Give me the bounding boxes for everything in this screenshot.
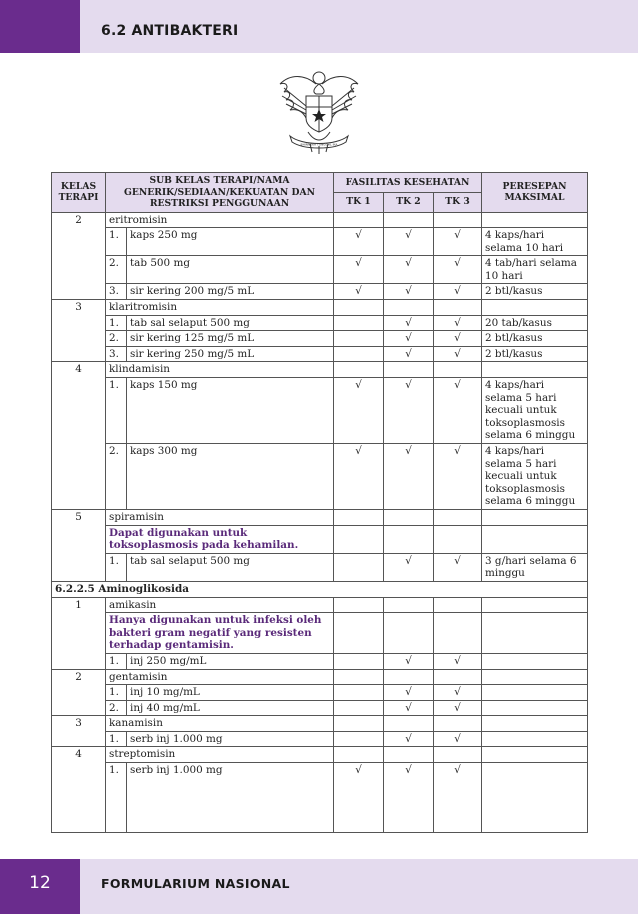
item-number: 2. xyxy=(106,331,127,347)
item-text: kaps 150 mg xyxy=(127,378,334,444)
max-prescription: 20 tab/kasus xyxy=(482,315,588,331)
item-text: serb inj 1.000 mg xyxy=(127,763,334,833)
check-tk1: √ xyxy=(334,228,384,256)
item-text: inj 250 mg/mL xyxy=(127,653,334,669)
group-row xyxy=(52,716,588,732)
group-row xyxy=(52,362,588,378)
check-tk2: √ xyxy=(384,700,434,716)
table-row xyxy=(52,284,588,300)
drug-name: klaritromisin xyxy=(106,300,334,316)
table-row xyxy=(52,653,588,669)
group-row xyxy=(52,509,588,525)
restriction-note: Hanya digunakan untuk infeksi oleh bakteri gram negatif yang resisten terhadap gentamisin. xyxy=(106,613,334,654)
col-tk3: TK 3 xyxy=(434,192,482,212)
check-tk2: √ xyxy=(384,284,434,300)
garuda-emblem-logo xyxy=(276,66,362,154)
drug-name: eritromisin xyxy=(106,212,334,228)
table-row xyxy=(52,553,588,581)
kelas-number: 3 xyxy=(52,716,106,747)
drug-name: amikasin xyxy=(106,597,334,613)
item-text: serb inj 1.000 mg xyxy=(127,731,334,747)
item-text: kaps 300 mg xyxy=(127,444,334,510)
check-tk3: √ xyxy=(434,763,482,833)
check-tk3: √ xyxy=(434,378,482,444)
check-tk3: √ xyxy=(434,256,482,284)
table-row xyxy=(52,256,588,284)
max-prescription: 3 g/hari selama 6 minggu xyxy=(482,553,588,581)
table-row xyxy=(52,685,588,701)
check-tk1: √ xyxy=(334,256,384,284)
col-kelas-terapi: KELAS TERAPI xyxy=(52,173,106,213)
max-prescription: 4 kaps/hari selama 10 hari xyxy=(482,228,588,256)
header-band xyxy=(0,0,638,53)
check-tk3: √ xyxy=(434,731,482,747)
item-text: tab sal selaput 500 mg xyxy=(127,315,334,331)
table-row xyxy=(52,731,588,747)
item-text: sir kering 200 mg/5 mL xyxy=(127,284,334,300)
max-prescription: 2 btl/kasus xyxy=(482,284,588,300)
kelas-number: 3 xyxy=(52,300,106,362)
check-tk2: √ xyxy=(384,731,434,747)
check-tk3: √ xyxy=(434,653,482,669)
section-title: 6.2 ANTIBAKTERI xyxy=(101,23,239,39)
check-tk2: √ xyxy=(384,685,434,701)
kelas-number: 2 xyxy=(52,669,106,716)
table-row xyxy=(52,444,588,510)
check-tk3: √ xyxy=(434,700,482,716)
check-tk3: √ xyxy=(434,444,482,510)
restriction-note: Dapat digunakan untuk toksoplasmosis pada kehamilan. xyxy=(106,525,334,553)
page-number: 12 xyxy=(29,873,51,893)
item-text: sir kering 250 mg/5 mL xyxy=(127,346,334,362)
item-number: 1. xyxy=(106,228,127,256)
kelas-number: 5 xyxy=(52,509,106,581)
table-row xyxy=(52,346,588,362)
item-number: 2. xyxy=(106,256,127,284)
item-number: 1. xyxy=(106,763,127,833)
table-row xyxy=(52,331,588,347)
check-tk2: √ xyxy=(384,331,434,347)
drug-name: streptomisin xyxy=(106,747,334,763)
drug-name: kanamisin xyxy=(106,716,334,732)
check-tk2: √ xyxy=(384,553,434,581)
item-text: sir kering 125 mg/5 mL xyxy=(127,331,334,347)
check-tk3: √ xyxy=(434,331,482,347)
kelas-number: 4 xyxy=(52,747,106,833)
col-peresepan: PERESEPAN MAKSIMAL xyxy=(482,173,588,213)
check-tk2: √ xyxy=(384,346,434,362)
item-number: 1. xyxy=(106,315,127,331)
kelas-number: 2 xyxy=(52,212,106,300)
col-sub-kelas: SUB KELAS TERAPI/NAMA GENERIK/SEDIAAN/KEKUATAN DAN RESTRIKSI PENGGUNAAN xyxy=(106,173,334,213)
group-row xyxy=(52,300,588,316)
table-row xyxy=(52,378,588,444)
check-tk1: √ xyxy=(334,444,384,510)
max-prescription: 4 kaps/hari selama 5 hari kecuali untuk toksoplasmosis selama 6 minggu xyxy=(482,444,588,510)
item-number: 1. xyxy=(106,731,127,747)
max-prescription: 2 btl/kasus xyxy=(482,346,588,362)
col-tk2: TK 2 xyxy=(384,192,434,212)
restriction-row xyxy=(52,613,588,654)
check-tk2: √ xyxy=(384,653,434,669)
item-text: tab sal selaput 500 mg xyxy=(127,553,334,581)
check-tk1: √ xyxy=(334,763,384,833)
max-prescription: 4 kaps/hari selama 5 hari kecuali untuk toksoplasmosis selama 6 minggu xyxy=(482,378,588,444)
check-tk2: √ xyxy=(384,763,434,833)
kelas-number: 1 xyxy=(52,597,106,669)
section-heading: 6.2.2.5 Aminoglikosida xyxy=(52,581,588,597)
group-row xyxy=(52,747,588,763)
formulary-table xyxy=(51,172,588,833)
table-row xyxy=(52,700,588,716)
kelas-number: 4 xyxy=(52,362,106,510)
restriction-row xyxy=(52,525,588,553)
max-prescription: 4 tab/hari selama 10 hari xyxy=(482,256,588,284)
header-tab xyxy=(0,0,80,53)
item-number: 1. xyxy=(106,653,127,669)
check-tk3: √ xyxy=(434,553,482,581)
check-tk3: √ xyxy=(434,228,482,256)
check-tk2: √ xyxy=(384,228,434,256)
check-tk3: √ xyxy=(434,685,482,701)
drug-name: klindamisin xyxy=(106,362,334,378)
group-row xyxy=(52,212,588,228)
item-text: inj 40 mg/mL xyxy=(127,700,334,716)
item-number: 2. xyxy=(106,444,127,510)
check-tk3: √ xyxy=(434,315,482,331)
max-prescription: 2 btl/kasus xyxy=(482,331,588,347)
item-number: 1. xyxy=(106,685,127,701)
item-number: 1. xyxy=(106,378,127,444)
check-tk2: √ xyxy=(384,378,434,444)
table-header-row xyxy=(52,173,588,193)
group-row xyxy=(52,669,588,685)
section-row xyxy=(52,581,588,597)
check-tk3: √ xyxy=(434,346,482,362)
drug-name: spiramisin xyxy=(106,509,334,525)
item-number: 1. xyxy=(106,553,127,581)
table-row xyxy=(52,763,588,833)
emblem-motto: BHINNEKA TUNGGAL IKA xyxy=(300,142,338,147)
check-tk2: √ xyxy=(384,444,434,510)
table-row xyxy=(52,315,588,331)
item-text: inj 10 mg/mL xyxy=(127,685,334,701)
item-number: 2. xyxy=(106,700,127,716)
check-tk3: √ xyxy=(434,284,482,300)
check-tk2: √ xyxy=(384,256,434,284)
check-tk2: √ xyxy=(384,315,434,331)
group-row xyxy=(52,597,588,613)
col-fasilitas: FASILITAS KESEHATAN xyxy=(334,173,482,193)
check-tk1: √ xyxy=(334,284,384,300)
item-text: tab 500 mg xyxy=(127,256,334,284)
footer-band xyxy=(0,859,638,914)
table-row xyxy=(52,228,588,256)
check-tk1: √ xyxy=(334,378,384,444)
item-number: 3. xyxy=(106,284,127,300)
col-tk1: TK 1 xyxy=(334,192,384,212)
drug-name: gentamisin xyxy=(106,669,334,685)
footer-title: FORMULARIUM NASIONAL xyxy=(101,876,290,891)
item-text: kaps 250 mg xyxy=(127,228,334,256)
item-number: 3. xyxy=(106,346,127,362)
